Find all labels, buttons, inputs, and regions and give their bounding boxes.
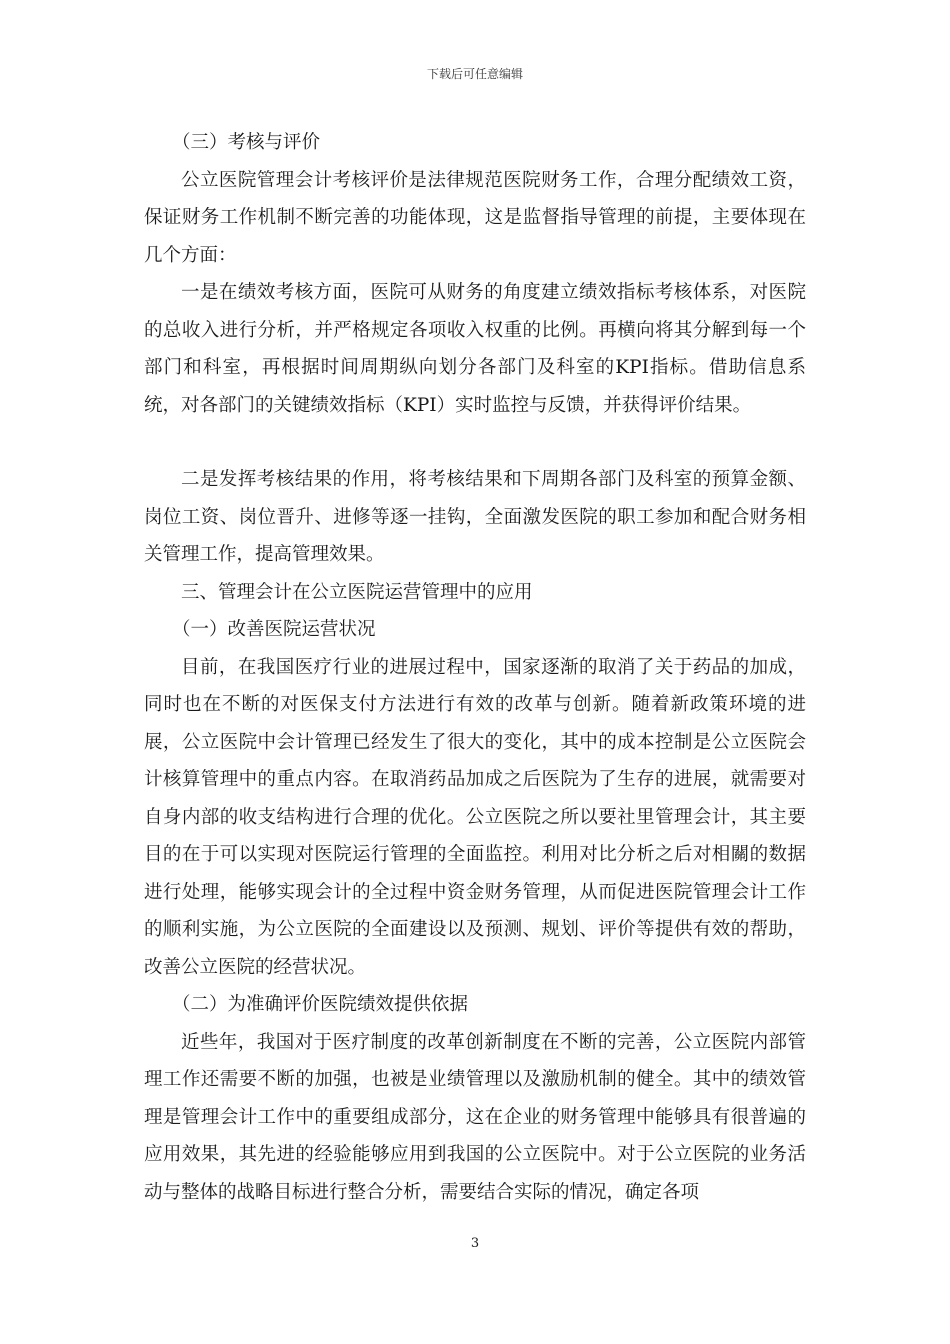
section-heading-performance: （二）为准确评价医院绩效提供依据 (172, 994, 469, 1015)
paragraph-point-two: 二是发挥考核结果的作用，将考核结果和下周期各部门及科室的预算金额、岗位工资、岗位晋升、进修等逐一挂钩，全面激发医院的职工参加和配合财务相关管理工作，提高管理效果。 (144, 469, 806, 565)
chapter-heading-application: 三、管理会计在公立医院运营管理中的应用 (181, 581, 533, 603)
paragraph-point-one: 一是在绩效考核方面，医院可从财务的角度建立绩效指标考核体系，对医院的总收入进行分析，并严格规定各项收入权重的比例。再横向将其分解到每一个部门和科室，再根据时间周期纵向划分各部门及科室的KPI指标。借助信息系统，对各部门的关键绩效指标（KPI）实时监控与反馈，并获得评价结果。 (144, 282, 806, 416)
paragraph-intro: 公立医院管理会计考核评价是法律规范医院财务工作，合理分配绩效工资，保证财务工作机制不断完善的功能体现，这是监督指导管理的前提，主要体现在几个方面： (144, 169, 806, 266)
paragraph-gap (144, 424, 806, 461)
document-body (144, 124, 806, 1211)
section-heading-operations: （一）改善医院运营状况 (172, 619, 376, 640)
page-number: 3 (470, 1236, 480, 1251)
section-heading-assessment: （三）考核与评价 (172, 132, 321, 153)
page-header-note: 下载后可任意编辑 (426, 67, 523, 81)
paragraph-operations: 目前，在我国医疗行业的进展过程中，国家逐渐的取消了关于药品的加成，同时也在不断的对医保支付方法进行有效的改革与创新。随着新政策环境的进展，公立医院中会计管理已经发生了很大的变化，其中的成本控制是公立医院会计核算管理中的重点内容。在取消药品加成之后医院为了生存的进展，就需要对自身内部的收支结构进行合理的优化。公立医院之所以要社里管理会计，其主要目的在于可以实现对医院运行管理的全面监控。利用对比分析之后对相關的数据进行处理，能够实现会计的全过程中资金财务管理，从而促进医院管理会计工作的顺利实施，为公立医院的全面建设以及预测、规划、评价等提供有效的帮助，改善公立医院的经营状况。 (144, 656, 806, 978)
paragraph-performance: 近些年，我国对于医疗制度的改革创新制度在不断的完善，公立医院内部管理工作还需要不断的加强，也被是业绩管理以及激励机制的健全。其中的绩效管理是管理会计工作中的重要组成部分，这在企业的财务管理中能够具有很普遍的应用效果，其先进的经验能够应用到我国的公立医院中。对于公立医院的业务活动与整体的战略目标进行整合分析，需要结合实际的情况，确定各项 (144, 1031, 806, 1203)
